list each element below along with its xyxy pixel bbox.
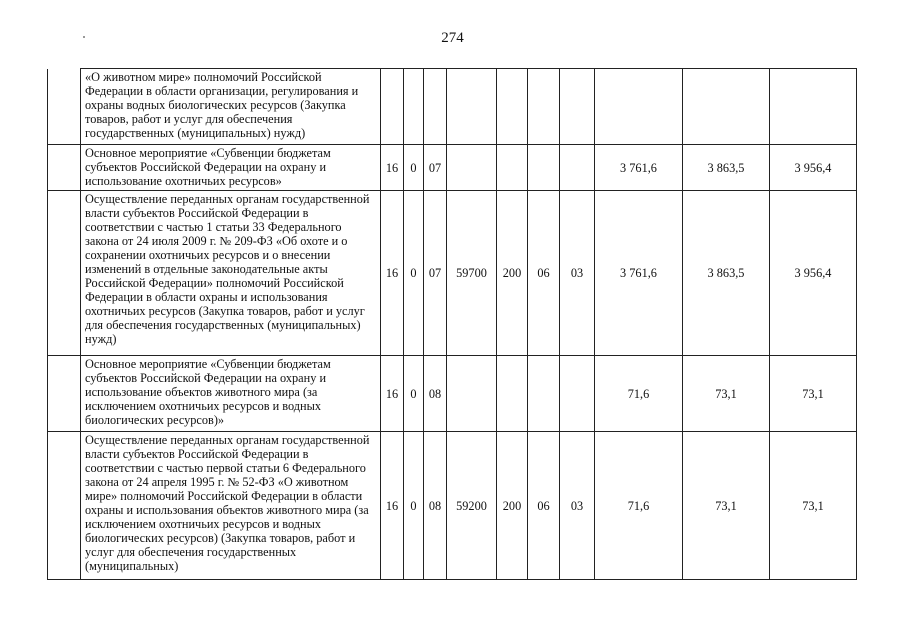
code-cell-4: 59200 <box>447 432 497 580</box>
table-row <box>48 432 857 580</box>
code-cell-4 <box>447 69 497 145</box>
code-cell-2: 0 <box>404 356 424 432</box>
page-number: 274 <box>441 30 464 46</box>
value-cell-3: 3 956,4 <box>770 191 857 356</box>
code-cell-7 <box>560 145 595 191</box>
blank-cell <box>48 432 81 580</box>
code-cell-6: 06 <box>528 432 560 580</box>
table-row <box>48 145 857 191</box>
value-cell-2: 3 863,5 <box>683 145 770 191</box>
code-cell-2: 0 <box>404 191 424 356</box>
description-cell: Основное мероприятие «Субвенции бюджетам субъектов Российской Федерации на охрану и использование охотничьих ресурсов» <box>81 145 381 191</box>
code-cell-4 <box>447 356 497 432</box>
value-cell-3 <box>770 69 857 145</box>
description-cell: Осуществление переданных органам государственной власти субъектов Российской Федерации в соответствии с частью 1 статьи 33 Федерального закона от 24 июля 2009 г. № 209-ФЗ «Об охоте и о сохранении охотничьих ресурсов и о внесении изменений в отдельные законодательные акты Российской Федерации» полномочий Российской Федерации в области охраны и использования охотничьих ресурсов (Закупка товаров, работ и услуг для обеспечения государственных (муниципальных) нужд) <box>81 191 381 356</box>
code-cell-3: 08 <box>424 356 447 432</box>
table-row <box>48 69 857 145</box>
code-cell-1: 16 <box>381 432 404 580</box>
value-cell-1: 71,6 <box>595 356 683 432</box>
description-cell: Осуществление переданных органам государственной власти субъектов Российской Федерации в соответствии с частью первой статьи 6 Федерального закона от 24 апреля 1995 г. № 52-ФЗ «О животном мире» полномочий Российской Федерации в области охраны и использования объектов животного мира (за исключением охотничьих ресурсов и водных биологических ресурсов) (Закупка товаров, работ и услуг для обеспечения государственных (муниципальных) <box>81 432 381 580</box>
code-cell-7 <box>560 356 595 432</box>
code-cell-1 <box>381 69 404 145</box>
value-cell-2 <box>683 69 770 145</box>
value-cell-3: 3 956,4 <box>770 145 857 191</box>
code-cell-3: 08 <box>424 432 447 580</box>
code-cell-2: 0 <box>404 145 424 191</box>
blank-cell <box>48 145 81 191</box>
code-cell-1: 16 <box>381 145 404 191</box>
value-cell-2: 3 863,5 <box>683 191 770 356</box>
code-cell-6 <box>528 145 560 191</box>
code-cell-2: 0 <box>404 432 424 580</box>
value-cell-2: 73,1 <box>683 356 770 432</box>
code-cell-5 <box>497 145 528 191</box>
description-cell: Основное мероприятие «Субвенции бюджетам субъектов Российской Федерации на охрану и использование объектов животного мира (за исключением охотничьих ресурсов и водных биологических ресурсов)» <box>81 356 381 432</box>
code-cell-5 <box>497 356 528 432</box>
code-cell-6 <box>528 356 560 432</box>
code-cell-2 <box>404 69 424 145</box>
code-cell-5: 200 <box>497 191 528 356</box>
table-row <box>48 191 857 356</box>
blank-cell <box>48 191 81 356</box>
value-cell-1: 71,6 <box>595 432 683 580</box>
table-row <box>48 356 857 432</box>
scan-speck <box>83 36 85 38</box>
code-cell-5: 200 <box>497 432 528 580</box>
blank-cell <box>48 69 81 145</box>
value-cell-1: 3 761,6 <box>595 191 683 356</box>
value-cell-2: 73,1 <box>683 432 770 580</box>
code-cell-1: 16 <box>381 356 404 432</box>
code-cell-6 <box>528 69 560 145</box>
code-cell-1: 16 <box>381 191 404 356</box>
value-cell-3: 73,1 <box>770 356 857 432</box>
code-cell-3: 07 <box>424 145 447 191</box>
code-cell-7: 03 <box>560 191 595 356</box>
description-cell: «О животном мире» полномочий Российской Федерации в области организации, регулирования и охраны водных биологических ресурсов (Закупка товаров, работ и услуг для обеспечения государственных (муниципальных) нужд) <box>81 69 381 145</box>
value-cell-1: 3 761,6 <box>595 145 683 191</box>
code-cell-6: 06 <box>528 191 560 356</box>
blank-cell <box>48 356 81 432</box>
code-cell-7: 03 <box>560 432 595 580</box>
code-cell-4 <box>447 145 497 191</box>
value-cell-1 <box>595 69 683 145</box>
budget-table <box>47 68 857 580</box>
code-cell-4: 59700 <box>447 191 497 356</box>
code-cell-3 <box>424 69 447 145</box>
code-cell-5 <box>497 69 528 145</box>
code-cell-7 <box>560 69 595 145</box>
value-cell-3: 73,1 <box>770 432 857 580</box>
code-cell-3: 07 <box>424 191 447 356</box>
